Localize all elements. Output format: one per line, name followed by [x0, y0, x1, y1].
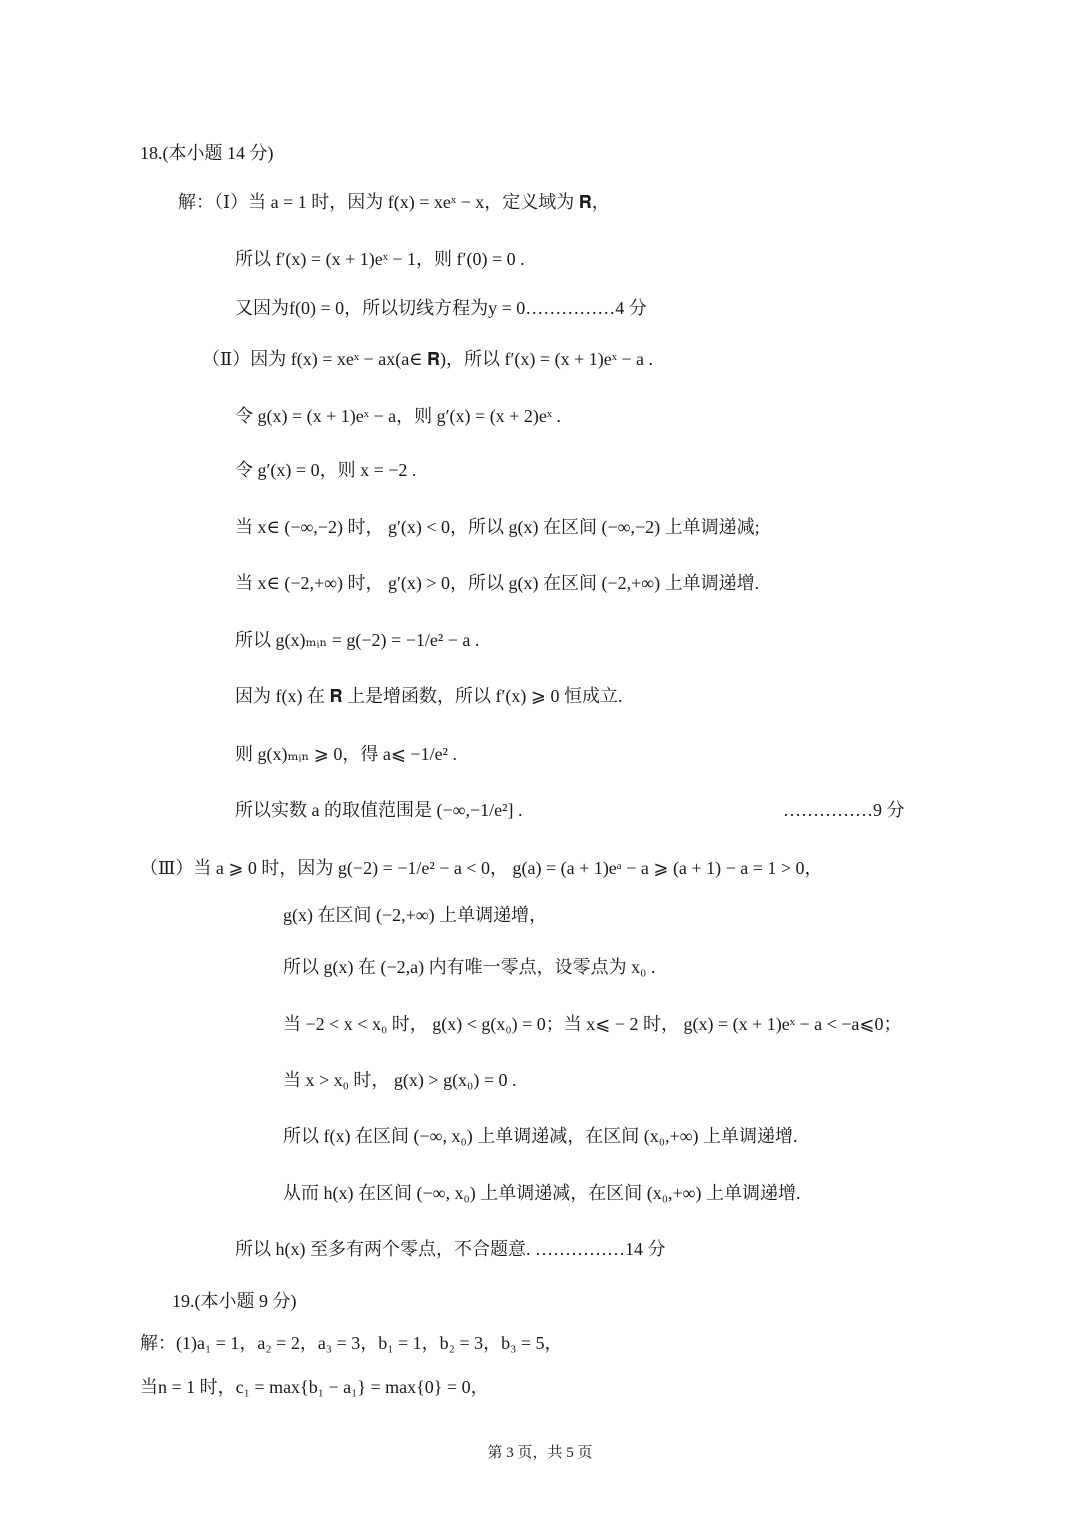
part-3-g-positive: 当 x > x₀ 时， g(x) > g(x₀) = 0 .: [283, 1070, 517, 1090]
part-3-h-monotonicity: 从而 h(x) 在区间 (−∞, x₀) 上单调递减，在区间 (x₀,+∞) 上单调递增.: [283, 1183, 801, 1203]
part-3-unique-zero: 所以 g(x) 在 (−2,a) 内有唯一零点，设零点为 x₀ .: [283, 957, 656, 977]
part-3-sign-check: （Ⅲ）当 a ⩾ 0 时，因为 g(−2) = −1/e² − a < 0， g(a) = (a + 1)eᵃ − a ⩾ (a + 1) − a = 1 > 0，: [140, 858, 823, 878]
part-2-define-g: 令 g(x) = (x + 1)eˣ − a，则 g′(x) = (x + 2)eˣ .: [235, 406, 562, 426]
part-2-decreasing: 当 x∈ (−∞,−2) 时， g′(x) < 0，所以 g(x) 在区间 (−∞,−2) 上单调递减;: [235, 517, 760, 537]
part-3-f-monotonicity: 所以 f(x) 在区间 (−∞, x₀) 上单调递减，在区间 (x₀,+∞) 上单调递增.: [283, 1126, 798, 1146]
part-3-g-negative: 当 −2 < x < x₀ 时， g(x) < g(x₀) = 0；当 x⩽ − 2 时， g(x) = (x + 1)eˣ − a < −a⩽0；: [283, 1014, 902, 1034]
part-2-score: ……………9 分: [783, 800, 905, 820]
part-2-range: 所以实数 a 的取值范围是 (−∞,−1/e²] .: [235, 800, 523, 820]
question-18-heading: 18.(本小题 14 分): [140, 143, 274, 163]
part-1-definition: 解：（Ⅰ）当 a = 1 时，因为 f(x) = xeˣ − x，定义域为 𝐑，: [178, 192, 610, 212]
part-3-conclusion: 所以 h(x) 至多有两个零点，不合题意. ……………14 分: [235, 1239, 666, 1259]
part-2-g-min: 所以 g(x)ₘᵢₙ = g(−2) = −1/e² − a .: [235, 630, 480, 650]
page-footer: 第 3 页，共 5 页: [487, 1445, 593, 1461]
question-19-case-n1: 当n = 1 时，c₁ = max{b₁ − a₁} = max{0} = 0，: [140, 1377, 489, 1397]
part-1-derivative: 所以 f′(x) = (x + 1)eˣ − 1，则 f′(0) = 0 .: [235, 249, 525, 269]
question-19-heading: 19.(本小题 9 分): [172, 1291, 297, 1311]
part-2-condition: 则 g(x)ₘᵢₙ ⩾ 0，得 a⩽ −1/e² .: [235, 744, 457, 764]
part-2-f-increasing: 因为 f(x) 在 𝐑 上是增函数，所以 f′(x) ⩾ 0 恒成立.: [235, 686, 623, 706]
part-2-derivative: （Ⅱ）因为 f(x) = xeˣ − ax(a∈ 𝐑)，所以 f′(x) = (x + 1)eˣ − a .: [202, 349, 654, 369]
part-2-increasing: 当 x∈ (−2,+∞) 时， g′(x) > 0，所以 g(x) 在区间 (−2,+∞) 上单调递增.: [235, 573, 760, 593]
part-3-g-increasing: g(x) 在区间 (−2,+∞) 上单调递增，: [283, 905, 548, 925]
part-2-critical-point: 令 g′(x) = 0，则 x = −2 .: [235, 460, 417, 480]
part-1-tangent-line: 又因为f(0) = 0，所以切线方程为y = 0……………4 分: [235, 298, 647, 318]
question-19-values: 解：(1)a₁ = 1，a₂ = 2，a₃ = 3，b₁ = 1，b₂ = 3，b₃ = 5，: [140, 1333, 563, 1353]
